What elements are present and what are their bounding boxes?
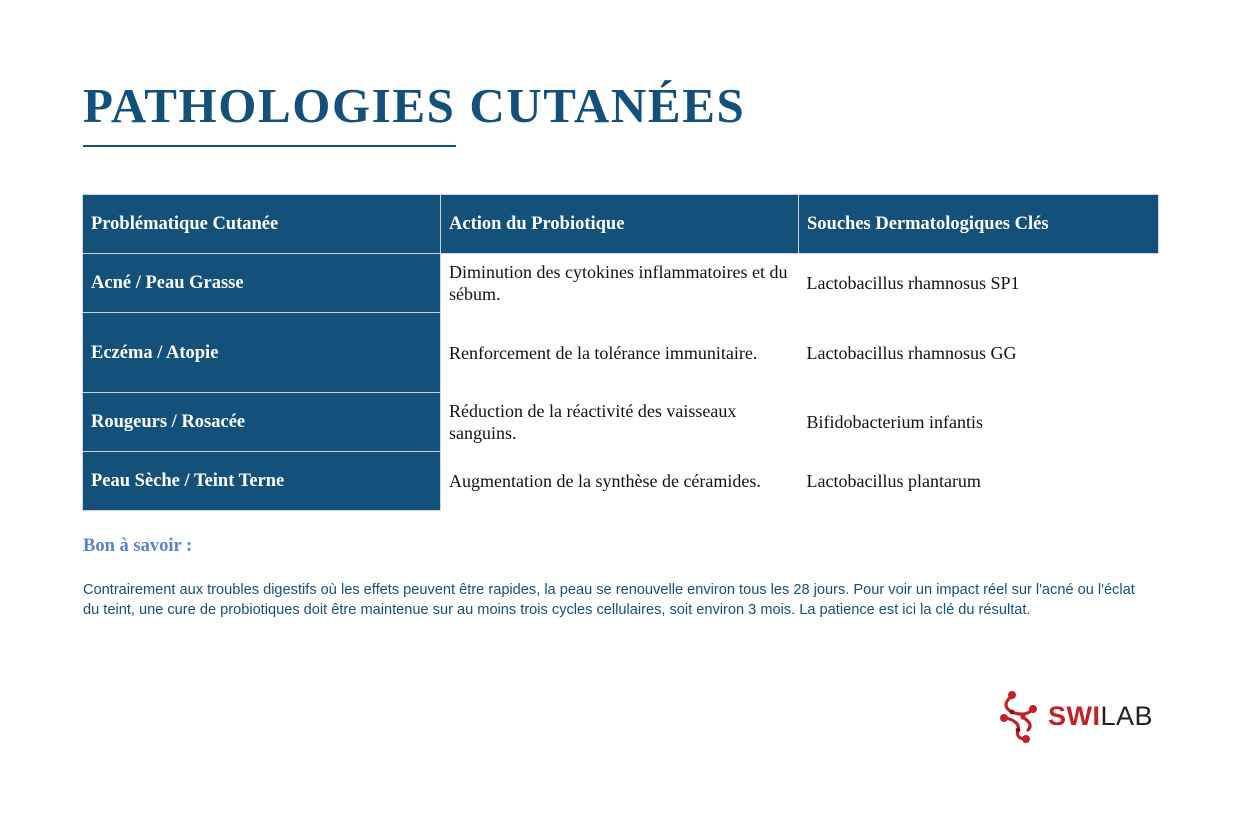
row-problem: Peau Sèche / Teint Terne <box>83 452 441 511</box>
brand-logo <box>998 688 1153 744</box>
brand-wordmark-swi: SWI <box>1048 701 1101 731</box>
row-action: Augmentation de la synthèse de céramides. <box>449 471 761 491</box>
brand-wordmark-lab: LAB <box>1100 701 1154 731</box>
row-action: Diminution des cytokines inflammatoires et du sébum. <box>449 262 788 305</box>
swilab-molecule-logo-icon <box>998 688 1042 744</box>
header-problem: Problématique Cutanée <box>83 195 441 254</box>
row-problem: Eczéma / Atopie <box>83 313 441 393</box>
note-title: Bon à savoir : <box>83 536 193 556</box>
pathologies-table <box>82 194 1159 511</box>
brand-wordmark <box>1048 688 1153 744</box>
row-strain: Bifidobacterium infantis <box>806 412 983 432</box>
row-problem: Acné / Peau Grasse <box>83 254 441 313</box>
row-strain: Lactobacillus plantarum <box>806 471 981 491</box>
table-header-row <box>83 195 1159 254</box>
row-strain: Lactobacillus rhamnosus SP1 <box>806 273 1020 294</box>
table-row <box>83 393 1159 452</box>
table-row <box>83 452 1159 511</box>
header-action: Action du Probiotique <box>441 195 799 254</box>
row-problem: Rougeurs / Rosacée <box>83 393 441 452</box>
note-body: Contrairement aux troubles digestifs où les effets peuvent être rapides, la peau se renouvelle environ tous les 28 jours. Pour voir un impact réel sur l'acné ou l'éclat du teint, une cure de probiotiques doit être maintenue sur au moins trois cycles cellulaires, soit environ 3 mois. La patience est ici la clé du résultat. <box>83 582 1135 618</box>
header-strain: Souches Dermatologiques Clés <box>799 195 1159 254</box>
row-action: Réduction de la réactivité des vaisseaux sanguins. <box>449 401 737 443</box>
table-row <box>83 254 1159 313</box>
row-action: Renforcement de la tolérance immunitaire. <box>449 342 758 363</box>
table-row <box>83 313 1159 393</box>
title-underline <box>83 145 456 147</box>
page-title: PATHOLOGIES CUTANÉES <box>83 78 746 133</box>
row-strain: Lactobacillus rhamnosus GG <box>806 342 1017 363</box>
